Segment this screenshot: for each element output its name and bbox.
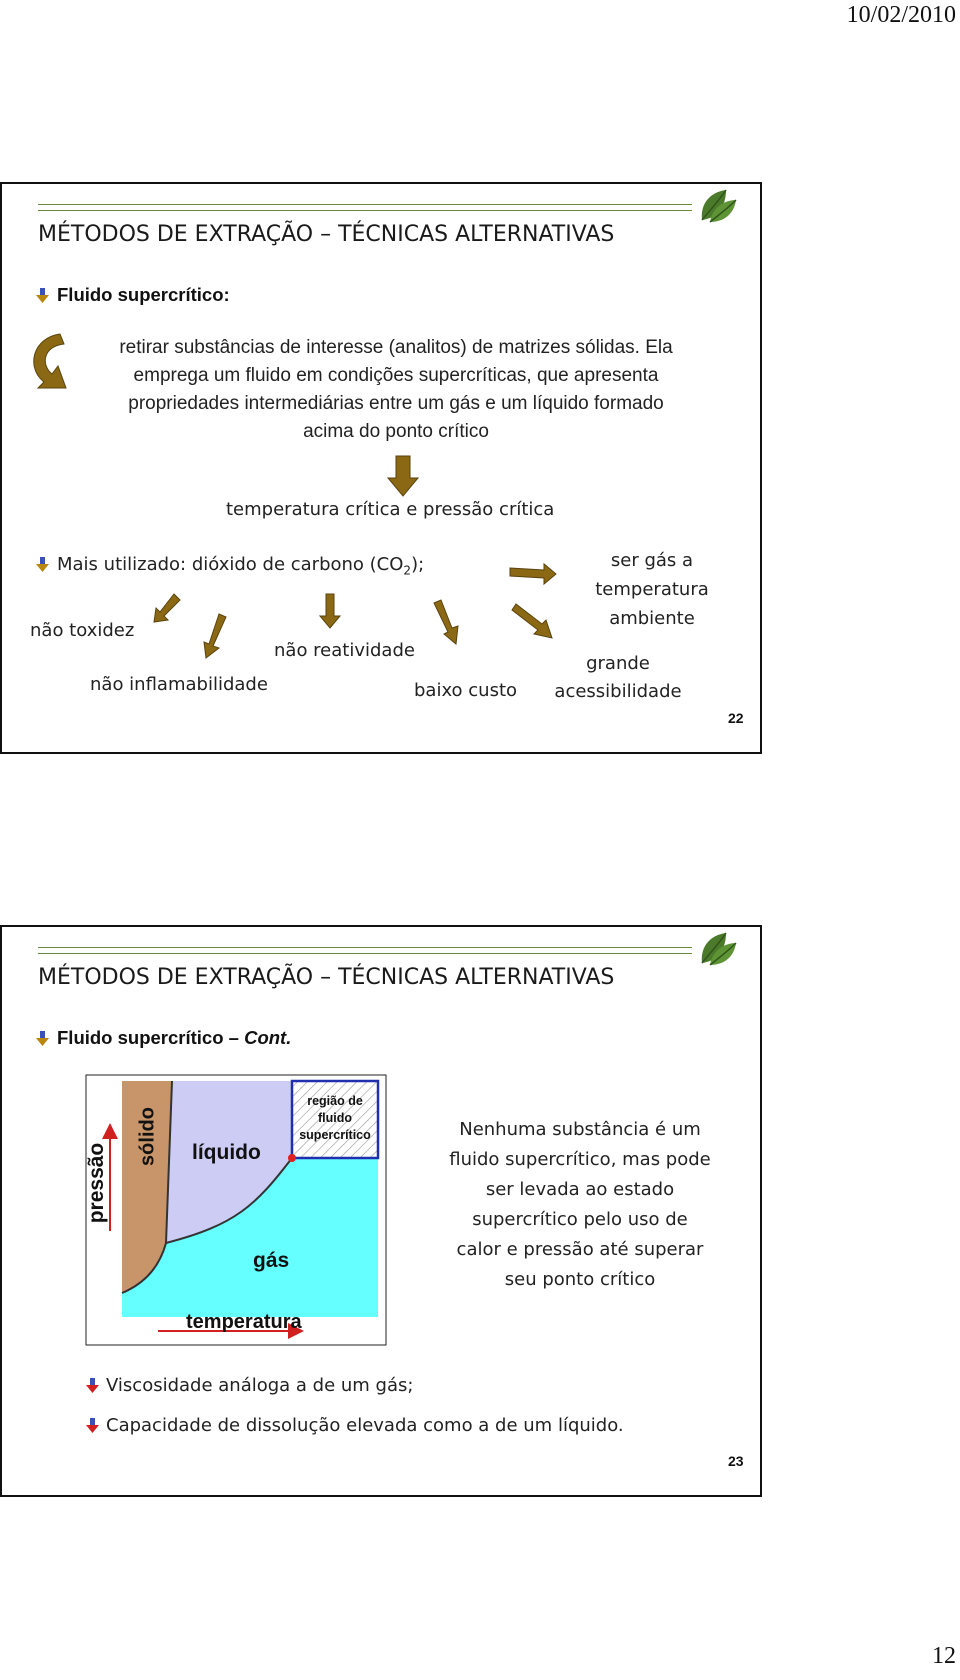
leaf-logo-icon — [696, 184, 740, 228]
critical-conditions-text: temperatura crítica e pressão crítica — [226, 499, 555, 520]
gas-ambient-line: ser gás a — [610, 550, 694, 571]
bullet-arrow-icon — [36, 288, 49, 303]
down-arrow-icon — [388, 456, 418, 496]
gas-label: gás — [253, 1249, 290, 1272]
arrow-to-nonflammable-icon — [202, 614, 228, 658]
solid-label: sólido — [136, 1107, 159, 1166]
arrow-to-nontoxic-icon — [152, 594, 182, 624]
bullet-dissolution-capacity: Capacidade de dissolução elevada como a de um líquido. — [106, 1415, 624, 1436]
arrow-to-lowcost-icon — [434, 600, 462, 644]
supercritical-label-line: supercrítico — [299, 1128, 371, 1142]
side-text-line: calor e pressão até superar — [456, 1239, 704, 1260]
paragraph-line: propriedades intermediárias entre um gás e um líquido formado — [128, 393, 664, 414]
subheading-text: Fluido supercrítico – — [57, 1027, 245, 1048]
title-rule-bottom — [38, 953, 692, 954]
pressure-label-box — [56, 1142, 142, 1224]
bullet-arrow-icon — [36, 557, 49, 572]
bullet-arrow-icon — [86, 1378, 99, 1393]
arrow-to-gas-ambient-icon — [510, 564, 556, 584]
supercritical-label — [292, 1093, 378, 1144]
co2-text-end: ); — [411, 554, 425, 575]
side-explanation-text — [430, 1115, 730, 1295]
co2-subscript: 2 — [403, 563, 412, 578]
main-bullet-co2 — [57, 554, 424, 578]
subheading-supercritical-cont — [57, 1027, 291, 1049]
property-accessibility — [546, 650, 690, 706]
side-text-line: ser levada ao estado — [485, 1179, 675, 1200]
gas-ambient-line: temperatura — [595, 579, 709, 600]
side-text-line: seu ponto crítico — [504, 1269, 656, 1290]
bullet-arrow-icon — [86, 1418, 99, 1433]
slide-title: MÉTODOS DE EXTRAÇÃO – TÉCNICAS ALTERNATIVAS — [38, 965, 615, 990]
critical-point — [288, 1154, 296, 1162]
pressure-axis-label: pressão — [85, 1142, 108, 1224]
title-rule-bottom — [38, 210, 692, 211]
side-text-line: fluido supercrítico, mas pode — [449, 1149, 711, 1170]
bullet-arrow-icon — [36, 1031, 49, 1046]
slide-23 — [0, 925, 762, 1497]
property-nonflammable: não inflamabilidade — [90, 674, 268, 695]
property-nonreactivity: não reatividade — [274, 640, 415, 661]
temperature-axis-label: temperatura — [186, 1311, 302, 1333]
supercritical-label-line: região de — [307, 1094, 363, 1108]
property-lowcost: baixo custo — [414, 680, 518, 701]
supercritical-label-line: fluido — [317, 1111, 352, 1125]
property-gas-at-ambient — [580, 546, 724, 633]
slide-number: 22 — [728, 710, 744, 726]
liquid-label: líquido — [192, 1141, 261, 1164]
arrow-to-nonreactivity-icon — [320, 594, 340, 628]
title-rule-top — [38, 204, 692, 205]
slide-title: MÉTODOS DE EXTRAÇÃO – TÉCNICAS ALTERNATIVAS — [38, 222, 615, 247]
subheading-supercritical-fluid: Fluido supercrítico: — [57, 284, 230, 305]
paragraph-line: acima do ponto crítico — [303, 421, 489, 442]
page-date: 10/02/2010 — [846, 2, 956, 28]
side-text-line: supercrítico pelo uso de — [472, 1209, 688, 1230]
slide-number: 23 — [728, 1453, 744, 1469]
slide-22 — [0, 182, 762, 754]
title-rule-top — [38, 947, 692, 948]
bullet-viscosity: Viscosidade análoga a de um gás; — [106, 1375, 414, 1396]
property-nontoxic: não toxidez — [30, 620, 135, 641]
accessibility-line: grande — [586, 653, 650, 674]
definition-paragraph — [46, 334, 746, 446]
gas-ambient-line: ambiente — [609, 608, 695, 629]
accessibility-line: acessibilidade — [554, 681, 682, 702]
co2-text: Mais utilizado: dióxido de carbono (CO — [57, 554, 404, 575]
paragraph-line: emprega um fluido em condições supercríticas, que apresenta — [133, 365, 659, 386]
paragraph-line: retirar substâncias de interesse (analitos) de matrizes sólidas. Ela — [119, 337, 673, 358]
arrow-to-accessibility-icon — [512, 604, 554, 640]
subheading-italic: Cont. — [244, 1027, 292, 1048]
leaf-logo-icon — [696, 927, 740, 971]
side-text-line: Nenhuma substância é um — [459, 1119, 701, 1140]
page-number: 12 — [932, 1643, 956, 1669]
